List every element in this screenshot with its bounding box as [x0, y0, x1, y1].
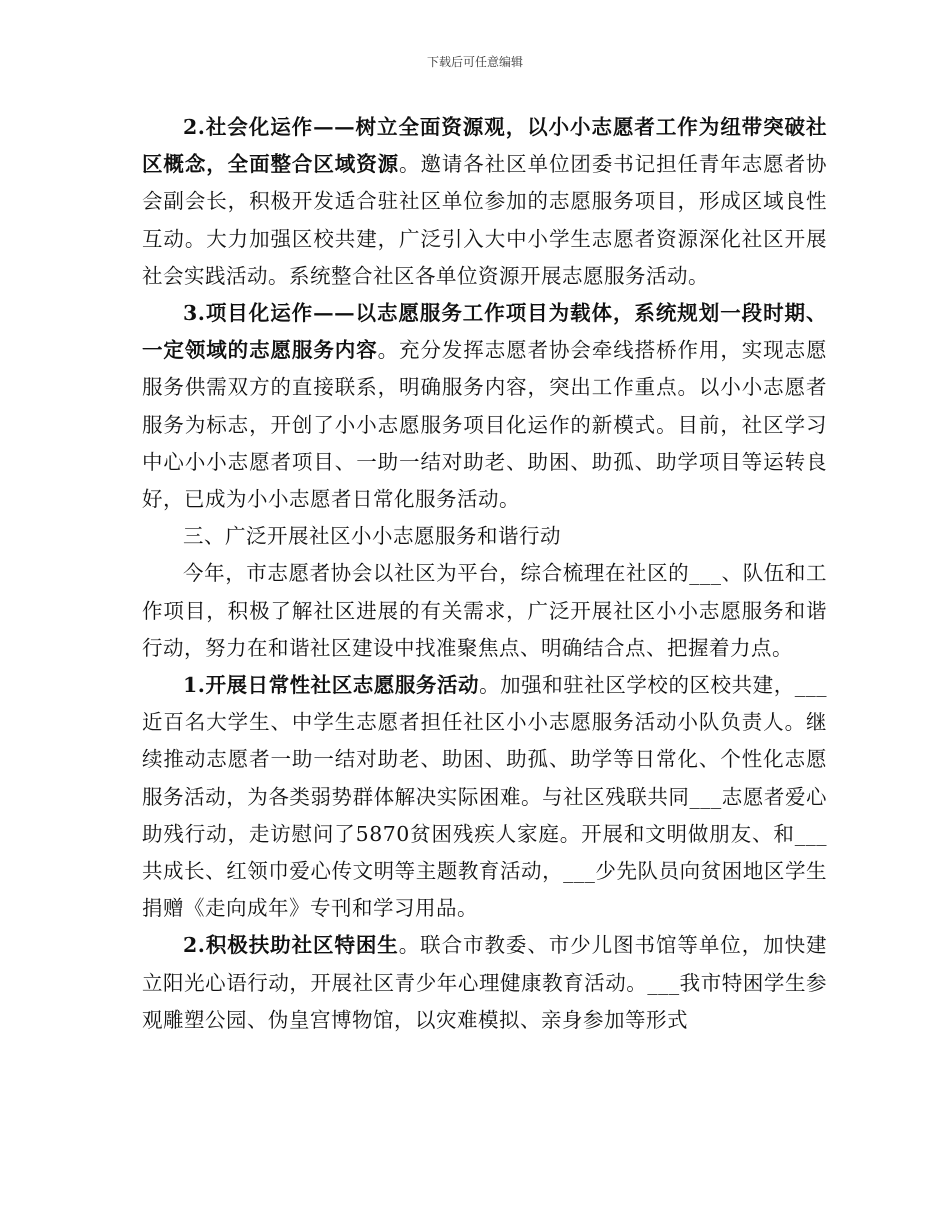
page-header: 下载后可任意编辑	[426, 55, 523, 69]
paragraph-project-operation	[142, 295, 827, 518]
paragraph-lead-bold: 1.开展日常性社区志愿服务活动	[183, 673, 480, 698]
paragraph-lead-bold: 2.积极扶助社区特困生	[183, 933, 399, 958]
paragraph-body: 。充分发挥志愿者协会牵线搭桥作用，实现志愿服务供需双方的直接联系，明确服务内容，突出工作重点。以小小志愿者服务为标志，开创了小小志愿服务项目化运作的新模式。目前，社区学习中心小小志愿者项目、一助一结对助老、助困、助孤、助学项目等运转良好，已成为小小志愿者日常化服务活动。	[142, 338, 828, 512]
document-body	[142, 109, 827, 1039]
paragraph-body: 。邀请各社区单位团委书记担任青年志愿者协会副会长，积极开发适合驻社区单位参加的志愿服务项目，形成区域良性互动。大力加强区校共建，广泛引入大中小学生志愿者资源深化社区开展社会实践活动。系统整合社区各单位资源开展志愿服务活动。	[142, 152, 828, 288]
paragraph-support-students	[142, 927, 827, 1039]
section-heading-text: 三、广泛开展社区小小志愿服务和谐行动	[183, 524, 561, 549]
paragraph-body: 今年，市志愿者协会以社区为平台，综合梳理在社区的___、队伍和工作项目，积极了解社区进展的有关需求，广泛开展社区小小志愿服务和谐行动，努力在和谐社区建设中找准聚焦点、明确结合点、把握着力点。	[142, 561, 827, 660]
paragraph-lead-bold: 3.项目化运作——以志愿服务工作项目为载体，系统规划一段时期、一定领域的志愿服务内容	[142, 301, 827, 363]
paragraph-lead-bold: 2.社会化运作——树立全面资源观，以小小志愿者工作为纽带突破社区概念，全面整合区域资源	[142, 115, 827, 177]
paragraph-body: 。加强和驻社区学校的区校共建，___近百名大学生、中学生志愿者担任社区小小志愿服务活动小队负责人。继续推动志愿者一助一结对助老、助困、助孤、助学等日常化、个性化志愿服务活动，为各类弱势群体解决实际困难。与社区残联共同___志愿者爱心助残行动，走访慰问了5870贫困残疾人家庭。开展和文明做朋友、和___共成长、红领巾爱心传文明等主题教育活动，___少先队员向贫困地区学生捐赠《走向成年》专刊和学习用品。	[142, 673, 828, 921]
paragraph-daily-service	[142, 667, 827, 927]
section-heading	[142, 518, 827, 555]
paragraph-intro	[142, 555, 827, 667]
paragraph-body: 。联合市教委、市少儿图书馆等单位，加快建立阳光心语行动，开展社区青少年心理健康教育活动。___我市特困学生参观雕塑公园、伪皇宫博物馆，以灾难模拟、亲身参加等形式	[142, 933, 827, 1032]
paragraph-socialization	[142, 109, 827, 295]
